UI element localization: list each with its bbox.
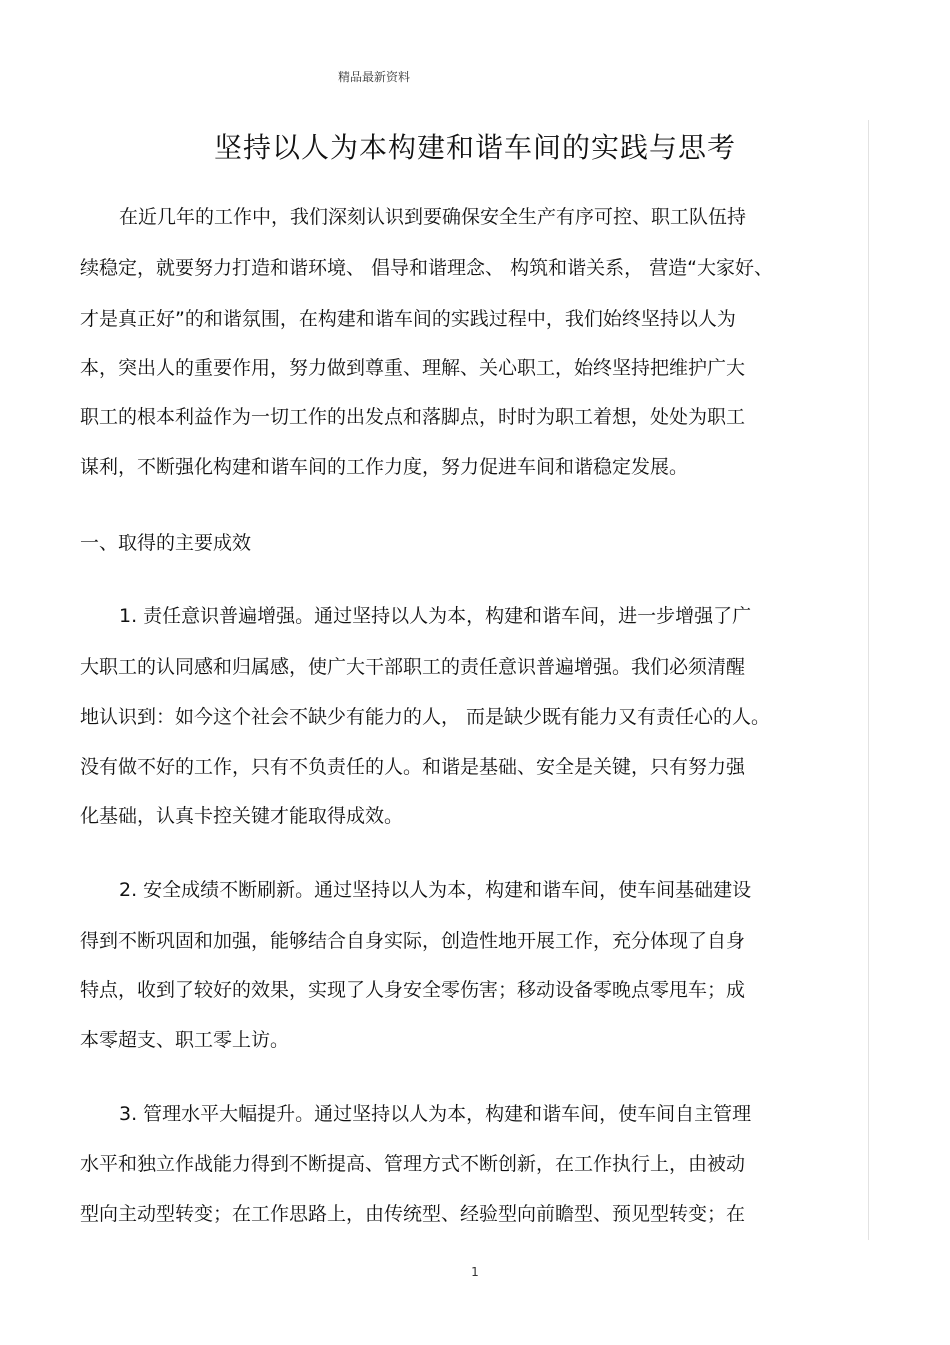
paragraph-line: 谋利，不断强化构建和谐车间的工作力度，努力促进车间和谐稳定发展。: [80, 456, 689, 478]
paragraph-line: 1. 责任意识普遍增强。通过坚持以人为本，构建和谐车间，进一步增强了广: [119, 605, 752, 627]
page-number: 1: [471, 1265, 479, 1279]
page-header: 精品最新资料: [338, 70, 411, 84]
paragraph-line: 在近几年的工作中，我们深刻认识到要确保安全生产有序可控、职工队伍持: [119, 206, 747, 228]
paragraph-line: 特点，收到了较好的效果，实现了人身安全零伤害；移动设备零晚点零甩车；成: [80, 979, 746, 1001]
paragraph-line: 地认识到：如今这个社会不缺少有能力的人， 而是缺少既有能力又有责任心的人。: [80, 706, 771, 728]
paragraph-line: 没有做不好的工作，只有不负责任的人。和谐是基础、安全是关键，只有努力强: [80, 756, 746, 778]
paragraph-line: 才是真正好”的和谐氛围，在构建和谐车间的实践过程中，我们始终坚持以人为: [80, 308, 736, 330]
paragraph-line: 本，突出人的重要作用，努力做到尊重、理解、关心职工，始终坚持把维护广大: [80, 357, 746, 379]
paragraph-line: 职工的根本利益作为一切工作的出发点和落脚点，时时为职工着想，处处为职工: [80, 406, 746, 428]
paragraph-line: 2. 安全成绩不断刷新。通过坚持以人为本，构建和谐车间，使车间基础建设: [119, 879, 752, 901]
section-heading: 一、取得的主要成效: [80, 532, 252, 554]
paragraph-line: 续稳定，就要努力打造和谐环境、 倡导和谐理念、 构筑和谐关系， 营造“大家好、: [80, 257, 773, 279]
right-margin-rule: [868, 120, 869, 1240]
paragraph-line: 大职工的认同感和归属感，使广大干部职工的责任意识普遍增强。我们必须清醒: [80, 656, 746, 678]
paragraph-line: 型向主动型转变；在工作思路上，由传统型、经验型向前瞻型、预见型转变；在: [80, 1203, 746, 1225]
paragraph-line: 水平和独立作战能力得到不断提高、管理方式不断创新，在工作执行上，由被动: [80, 1153, 746, 1175]
paragraph-line: 化基础，认真卡控关键才能取得成效。: [80, 805, 404, 827]
paragraph-line: 得到不断巩固和加强，能够结合自身实际，创造性地开展工作，充分体现了自身: [80, 930, 746, 952]
paragraph-line: 本零超支、职工零上访。: [80, 1029, 290, 1051]
paragraph-line: 3. 管理水平大幅提升。通过坚持以人为本，构建和谐车间，使车间自主管理: [119, 1103, 752, 1125]
document-title: 坚持以人为本构建和谐车间的实践与思考: [213, 131, 736, 164]
